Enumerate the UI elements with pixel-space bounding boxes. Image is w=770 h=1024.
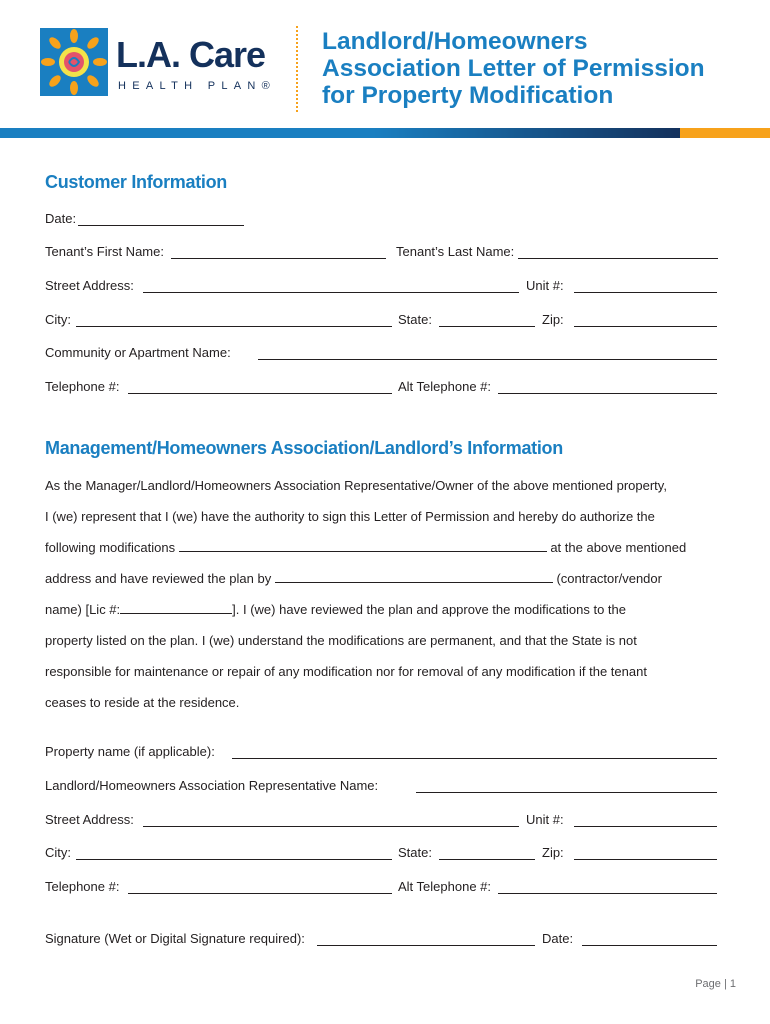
title-line-1: Landlord/Homeowners	[322, 28, 588, 55]
telephone-label: Telephone #:	[45, 379, 120, 394]
mgmt-street-address-field[interactable]	[143, 826, 519, 827]
management-section-heading: Management/Homeowners Association/Landlord’s Information	[45, 438, 563, 458]
street-address-label: Street Address:	[45, 278, 134, 293]
tenant-first-name-field[interactable]	[171, 258, 386, 259]
mgmt-telephone-label: Telephone #:	[45, 879, 120, 894]
rep-name-field[interactable]	[416, 792, 717, 793]
header-divider	[296, 26, 298, 112]
signature-field[interactable]	[317, 945, 535, 946]
mgmt-zip-field[interactable]	[574, 859, 717, 860]
unit-label: Unit #:	[526, 278, 564, 293]
signature-date-label: Date:	[542, 931, 574, 946]
community-name-field[interactable]	[258, 359, 717, 360]
zip-label: Zip:	[542, 312, 564, 327]
logo-tagline: HEALTH PLAN®	[118, 80, 277, 92]
modifications-suffix: at the above mentioned	[550, 540, 687, 555]
contractor-suffix: (contractor/vendor	[556, 571, 662, 586]
rep-name-label: Landlord/Homeowners Association Representative Name:	[45, 778, 379, 793]
mgmt-telephone-field[interactable]	[128, 893, 392, 894]
mgmt-alt-telephone-label: Alt Telephone #:	[398, 879, 491, 894]
city-label: City:	[45, 312, 71, 327]
state-label: State:	[398, 312, 432, 327]
zip-field[interactable]	[574, 326, 717, 327]
para-line-5	[45, 594, 725, 625]
para-line-7: responsible for maintenance or repair of any modification nor for removal of any modification if the tenant	[45, 664, 647, 679]
tenant-last-name-field[interactable]	[518, 258, 718, 259]
mgmt-state-label: State:	[398, 845, 432, 860]
mgmt-state-field[interactable]	[439, 859, 535, 860]
para-line-4	[45, 563, 725, 594]
state-field[interactable]	[439, 326, 535, 327]
alt-telephone-field[interactable]	[498, 393, 717, 394]
city-field[interactable]	[76, 326, 392, 327]
telephone-field[interactable]	[128, 393, 392, 394]
reviewed-by-label: address and have reviewed the plan by	[45, 571, 272, 586]
mgmt-street-address-label: Street Address:	[45, 812, 134, 827]
sun-logo-icon	[40, 28, 108, 96]
mgmt-city-label: City:	[45, 845, 71, 860]
tenant-last-name-label: Tenant’s Last Name:	[396, 244, 515, 259]
modifications-field[interactable]	[179, 539, 547, 552]
community-name-label: Community or Apartment Name:	[45, 345, 231, 360]
contractor-field[interactable]	[275, 570, 553, 583]
alt-telephone-label: Alt Telephone #:	[398, 379, 491, 394]
property-name-label: Property name (if applicable):	[45, 744, 215, 759]
authorization-paragraph	[45, 470, 725, 718]
mgmt-unit-field[interactable]	[574, 826, 717, 827]
para-line-6: property listed on the plan. I (we) understand the modifications are permanent, and that the State is not	[45, 633, 637, 648]
license-suffix: ]. I (we) have reviewed the plan and approve the modifications to the	[232, 602, 626, 617]
para-line-3	[45, 532, 725, 563]
customer-section-heading: Customer Information	[45, 172, 228, 192]
street-address-field[interactable]	[143, 292, 519, 293]
property-name-field[interactable]	[232, 758, 717, 759]
mgmt-zip-label: Zip:	[542, 845, 564, 860]
page-number: Page | 1	[695, 978, 736, 990]
unit-field[interactable]	[574, 292, 717, 293]
modifications-label: following modifications	[45, 540, 176, 555]
tenant-first-name-label: Tenant’s First Name:	[45, 244, 164, 259]
license-field[interactable]	[120, 601, 232, 614]
header-bar-blue	[0, 128, 680, 138]
mgmt-city-field[interactable]	[76, 859, 392, 860]
title-line-2: Association Letter of Permission	[322, 55, 705, 82]
para-line-8: ceases to reside at the residence.	[45, 695, 240, 710]
page-title	[322, 28, 752, 109]
mgmt-unit-label: Unit #:	[526, 812, 564, 827]
mgmt-alt-telephone-field[interactable]	[498, 893, 717, 894]
para-line-1: As the Manager/Landlord/Homeowners Association Representative/Owner of the above mentioned property,	[45, 478, 667, 493]
date-label: Date:	[45, 211, 77, 226]
date-field[interactable]	[78, 225, 244, 226]
signature-label: Signature (Wet or Digital Signature required):	[45, 931, 305, 946]
signature-date-field[interactable]	[582, 945, 717, 946]
header-bar-orange	[680, 128, 770, 138]
para-line-2: I (we) represent that I (we) have the authority to sign this Letter of Permission and hereby do authorize the	[45, 509, 655, 524]
title-line-3: for Property Modification	[322, 82, 614, 109]
license-label: name) [Lic #:	[45, 602, 121, 617]
logo-wordmark: L.A. Care	[116, 34, 266, 75]
la-care-logo	[40, 28, 290, 100]
